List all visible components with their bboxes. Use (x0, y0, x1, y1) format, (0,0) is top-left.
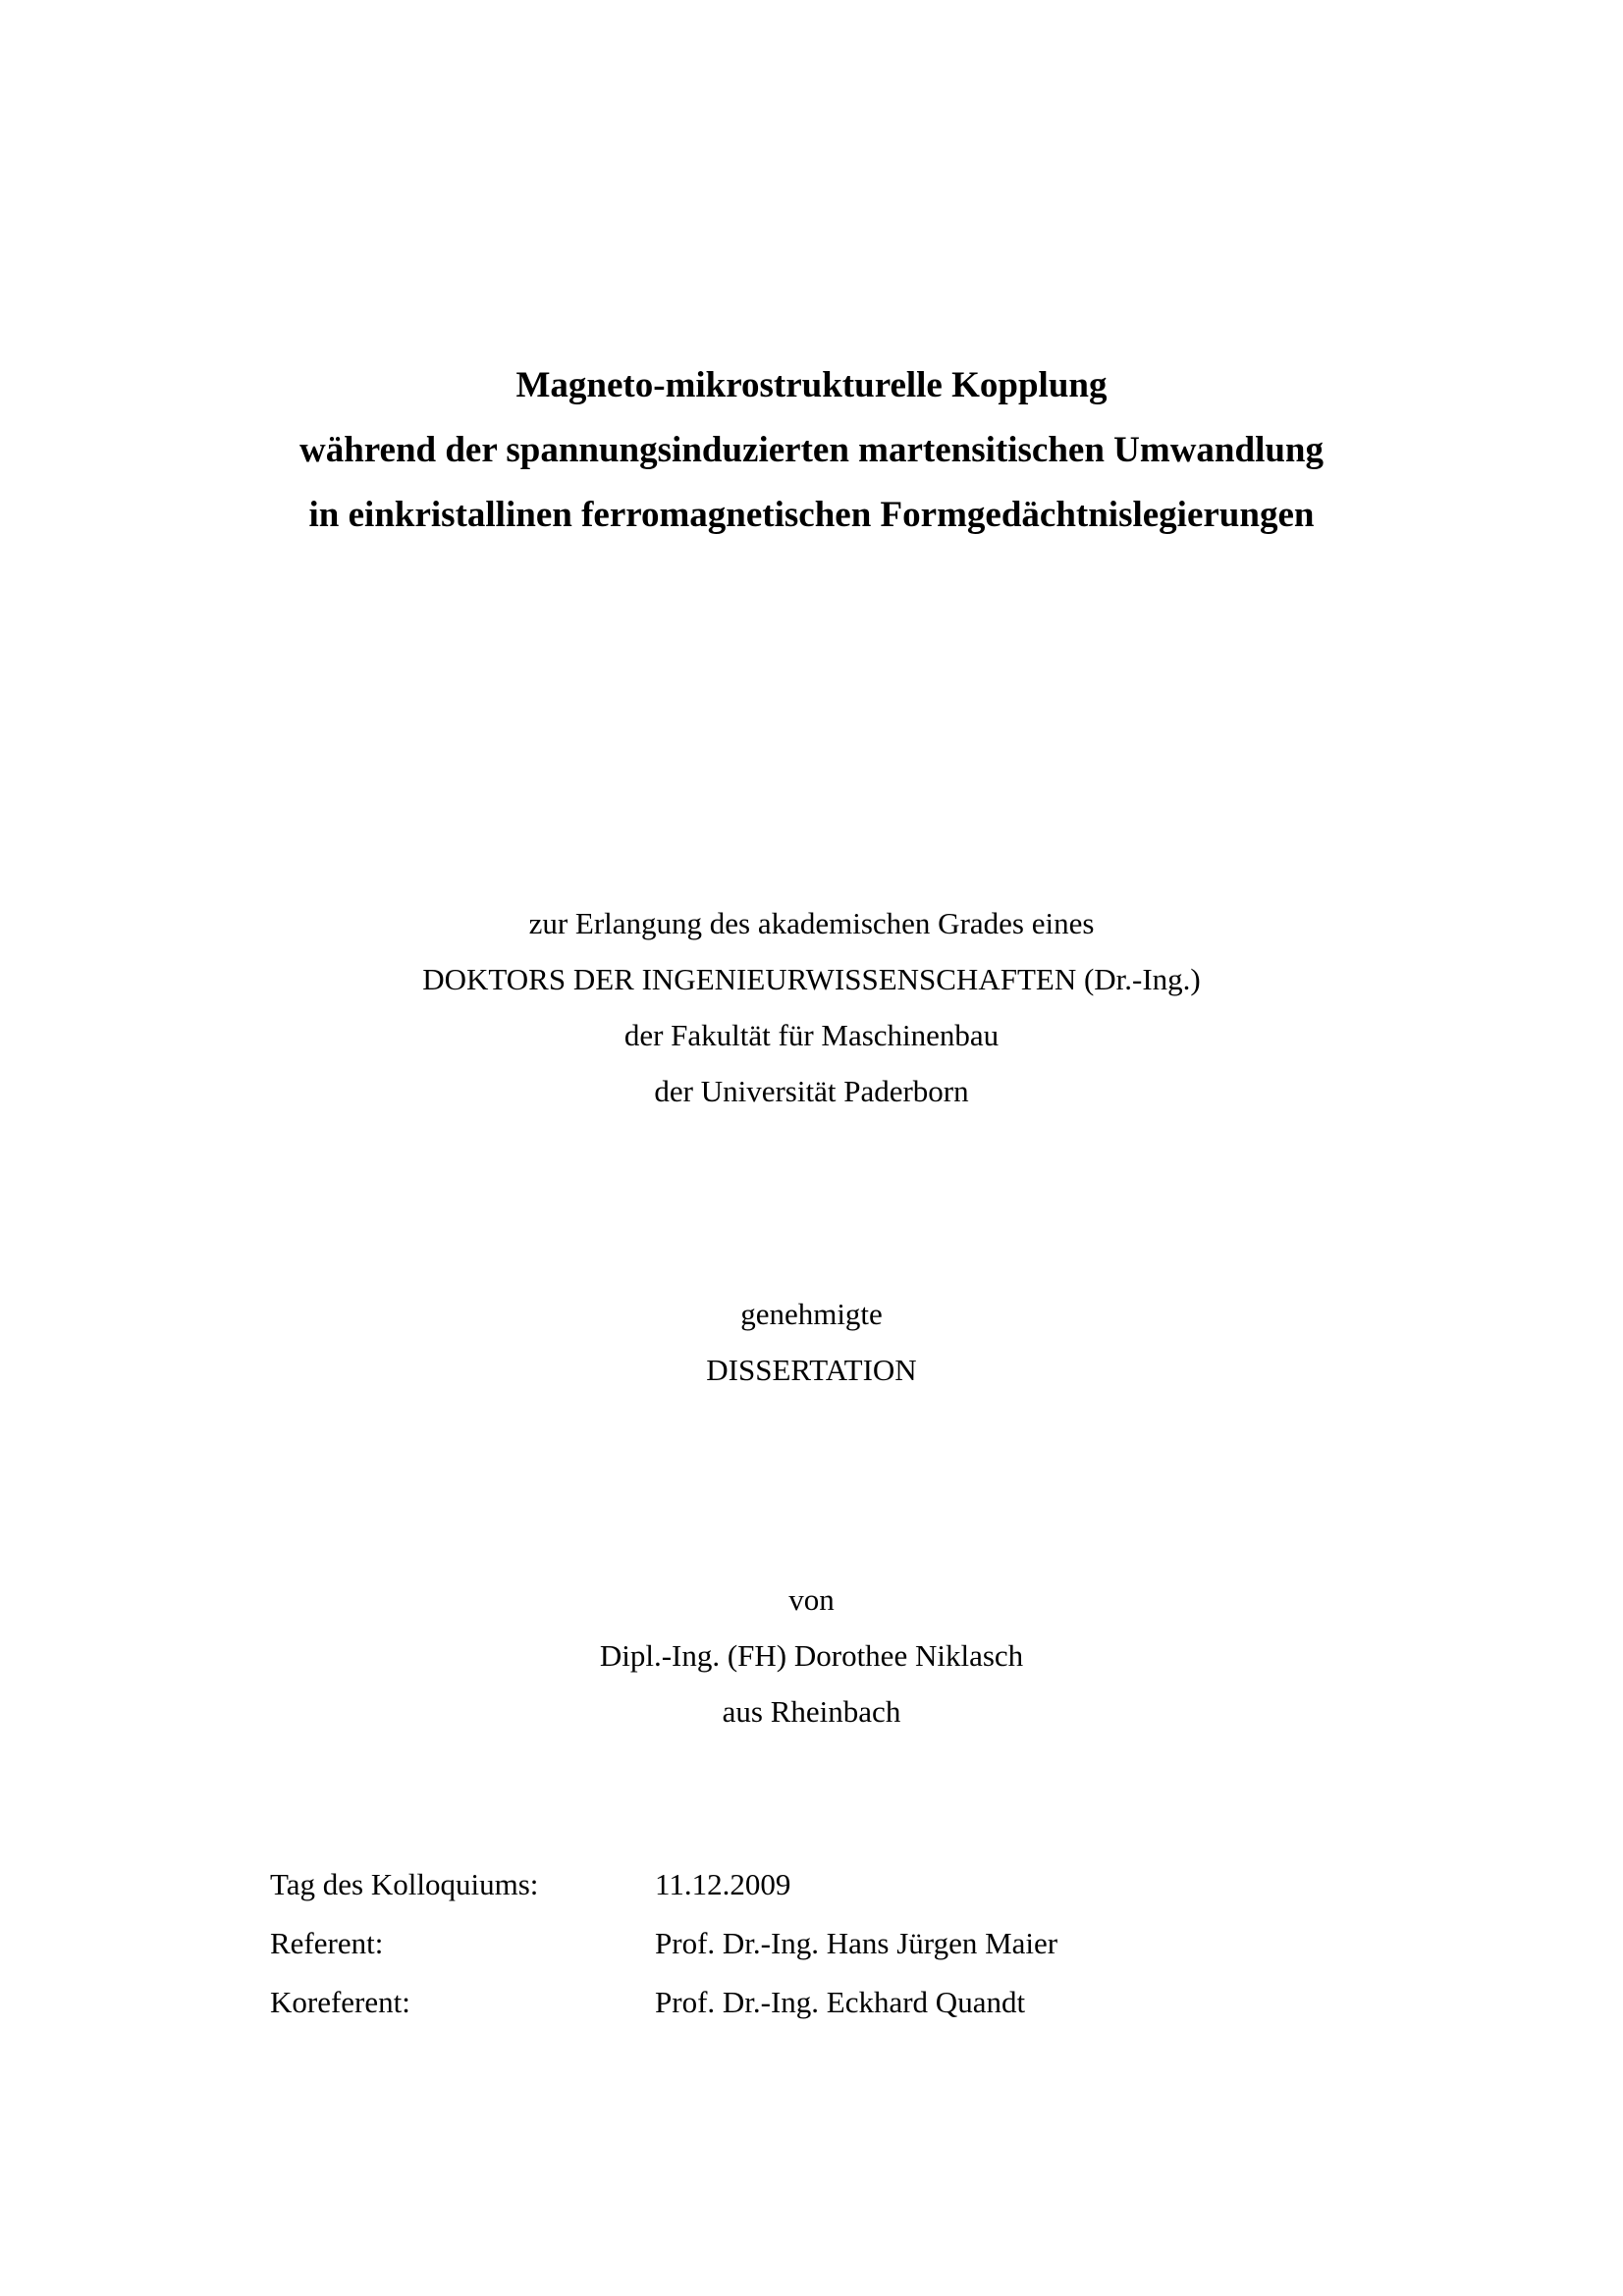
colloquium-info (270, 1855, 1057, 2032)
degree-line-4: der Universität Paderborn (654, 1074, 969, 1108)
info-value: Prof. Dr.-Ing. Hans Jürgen Maier (655, 1926, 1058, 1960)
degree-line-2: DOKTORS DER INGENIEURWISSENSCHAFTEN (Dr.-Ing.) (422, 962, 1201, 996)
info-label: Koreferent: (270, 1985, 410, 2019)
dissertation-label (0, 1286, 1623, 1398)
dissertation-heading: DISSERTATION (706, 1353, 917, 1387)
author-name: Dipl.-Ing. (FH) Dorothee Niklasch (599, 1638, 1024, 1673)
by-label: von (788, 1582, 835, 1617)
author-block (0, 1572, 1623, 1739)
title-line-2: während der spannungsinduzierten martensitischen Umwandlung (298, 430, 1325, 470)
info-row-colloquium-date (270, 1855, 1057, 1914)
dissertation-title (0, 353, 1623, 548)
info-label: Referent: (270, 1926, 384, 1960)
title-line-1: Magneto-mikrostrukturelle Kopplung (515, 365, 1108, 405)
degree-line-3: der Fakultät für Maschinenbau (623, 1018, 1000, 1052)
info-value: Prof. Dr.-Ing. Eckhard Quandt (655, 1985, 1026, 2019)
info-value: 11.12.2009 (655, 1867, 791, 1901)
author-origin: aus Rheinbach (722, 1694, 901, 1729)
title-line-3: in einkristallinen ferromagnetischen Formgedächtnislegierungen (308, 495, 1315, 535)
info-row-referee (270, 1914, 1057, 1973)
info-label: Tag des Kolloquiums: (270, 1867, 539, 1901)
info-row-co-referee (270, 1973, 1057, 2032)
degree-line-1: zur Erlangung des akademischen Grades eines (528, 906, 1095, 940)
degree-statement (0, 895, 1623, 1119)
approved-label: genehmigte (740, 1297, 883, 1331)
